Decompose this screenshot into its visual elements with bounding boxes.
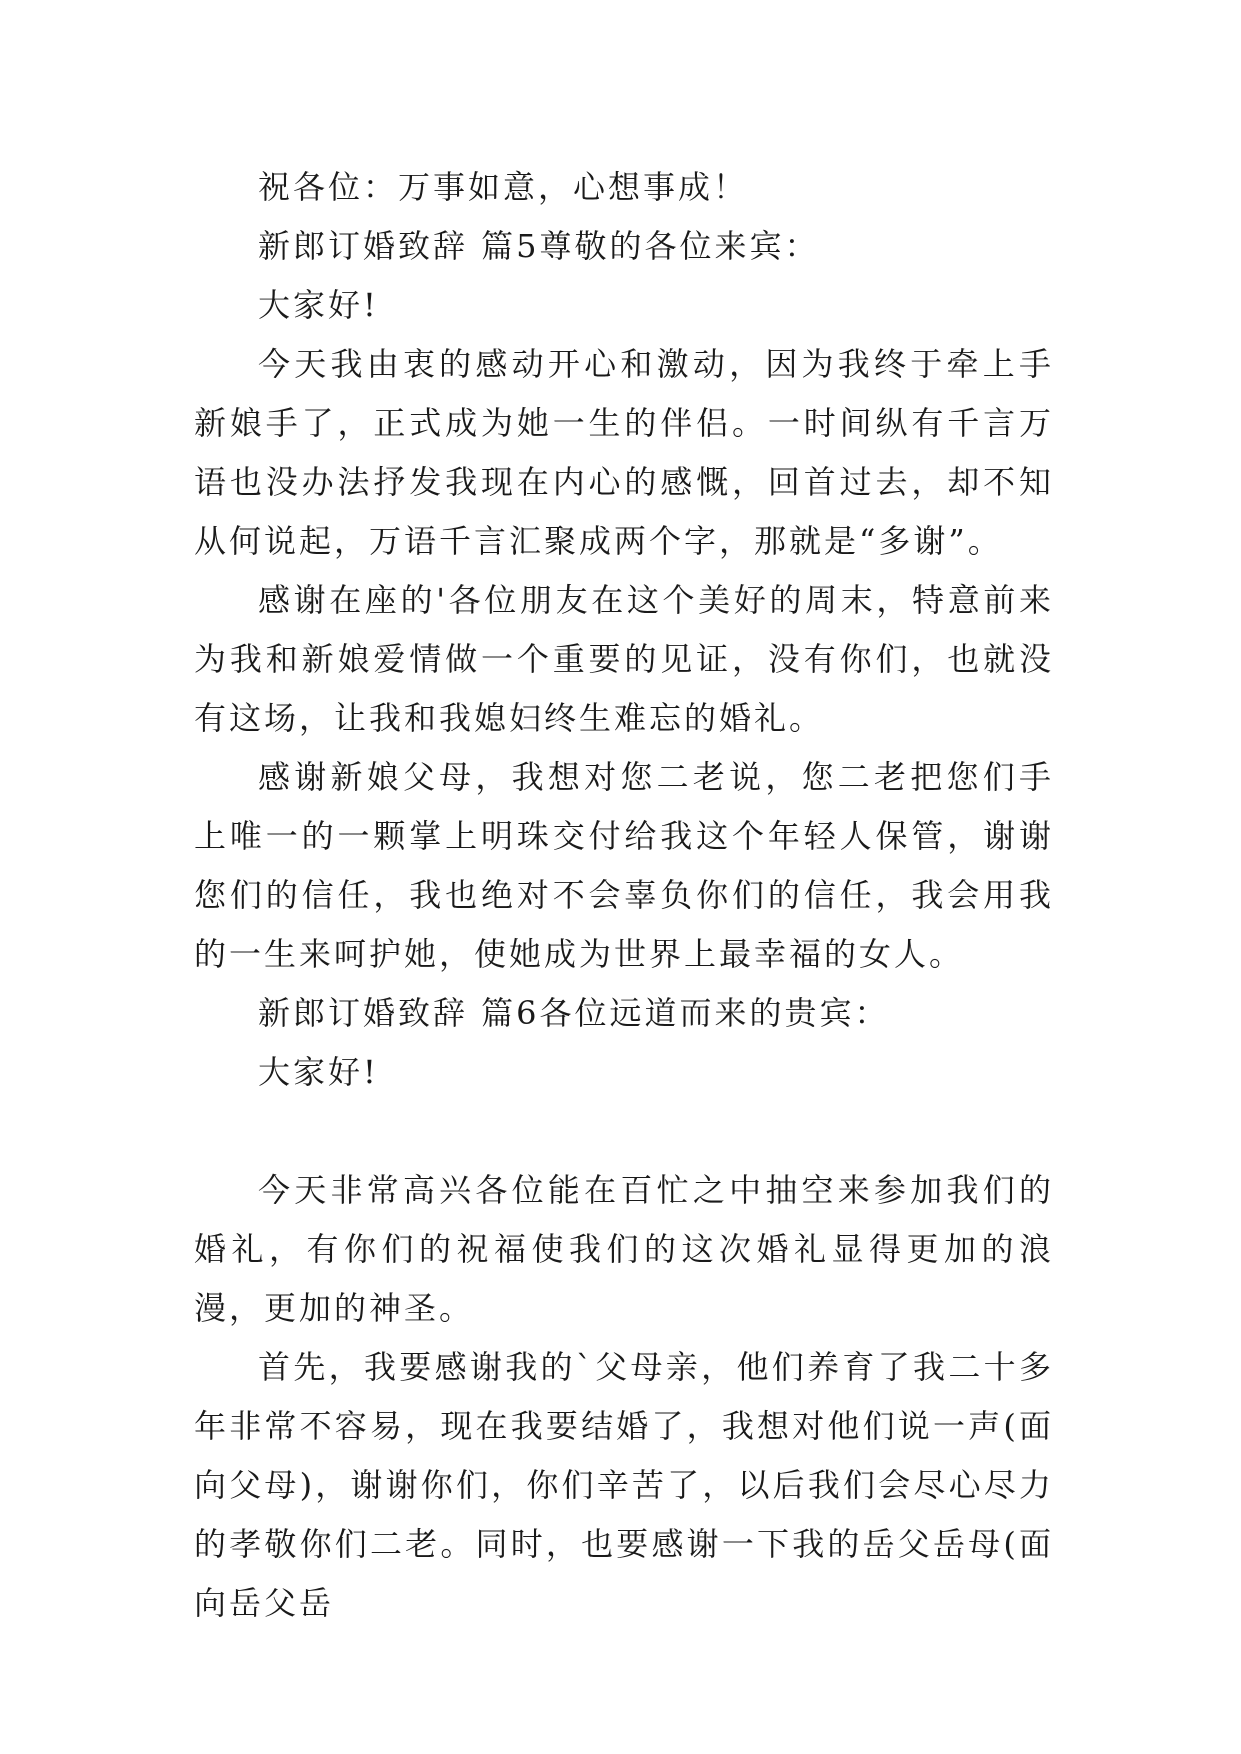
section-6-heading-paragraph: 新郎订婚致辞 篇6各位远道而来的贵宾： (258, 994, 890, 1032)
body-paragraph: 感谢新娘父母，我想对您二老说，您二老把您们手上唯一的一颗掌上明珠交付给我这个年轻人保管，谢谢您们的信任，我也绝对不会辜负你们的信任，我会用我的一生来呵护她，使她成为世界上最幸福的女人。 (194, 758, 1054, 973)
body-paragraph: 今天非常高兴各位能在百忙之中抽空来参加我们的婚礼，有你们的祝福使我们的这次婚礼显得更加的浪漫，更加的神圣。 (194, 1171, 1054, 1327)
document-body (194, 158, 1054, 1633)
greeting-paragraph: 大家好! (258, 1053, 379, 1091)
body-paragraph: 今天我由衷的感动开心和激动，因为我终于牵上手新娘手了，正式成为她一生的伴侣。一时间纵有千言万语也没办法抒发我现在内心的感慨，回首过去，却不知从何说起，万语千言汇聚成两个字，那就是“多谢”。 (194, 345, 1054, 560)
blank-line (194, 1102, 1054, 1161)
greeting-paragraph: 大家好! (258, 286, 379, 324)
body-paragraph: 首先，我要感谢我的`父母亲，他们养育了我二十多年非常不容易，现在我要结婚了，我想对他们说一声(面向父母)，谢谢你们，你们辛苦了，以后我们会尽心尽力的孝敬你们二老。同时，也要感谢一下我的岳父岳母(面向岳父岳 (194, 1348, 1054, 1622)
section-5-heading-paragraph: 新郎订婚致辞 篇5尊敬的各位来宾： (258, 227, 820, 265)
body-paragraph: 感谢在座的'各位朋友在这个美好的周末，特意前来为我和新娘爱情做一个重要的见证，没有你们，也就没有这场，让我和我媳妇终生难忘的婚礼。 (194, 581, 1054, 737)
closing-wish-paragraph: 祝各位：万事如意，心想事成！ (258, 168, 749, 206)
